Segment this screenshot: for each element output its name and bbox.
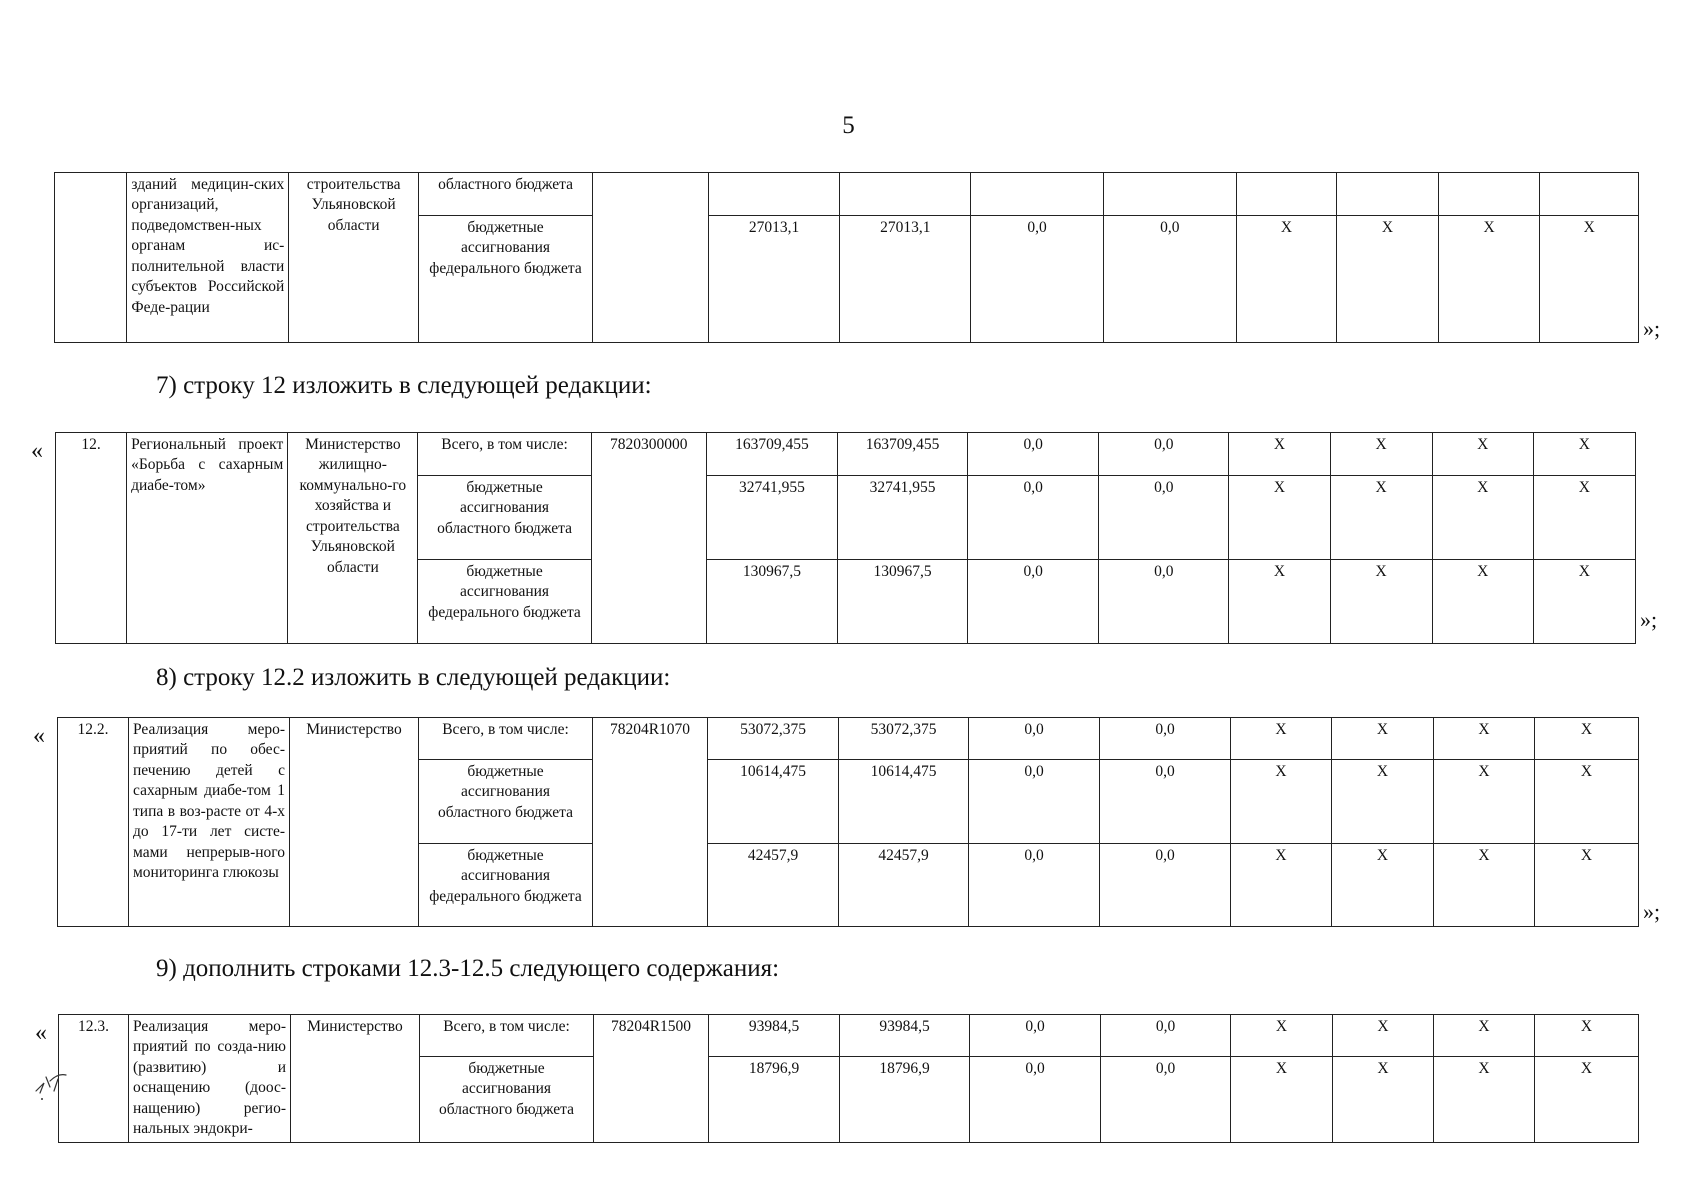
value-cell: 0,0 — [1099, 433, 1229, 476]
source-cell: бюджетные ассигнования федерального бюджета — [419, 216, 593, 343]
executor-cell: Министерство — [290, 718, 419, 927]
value-cell: 0,0 — [970, 1057, 1101, 1143]
value-cell: 32741,955 — [837, 476, 967, 560]
value-cell — [1438, 173, 1540, 216]
value-cell: X — [1332, 844, 1434, 927]
table-row-12-2 — [57, 717, 1639, 927]
name-cell: Реализация меро-приятий по созда-нию (развитию) и оснащению (доос-нащению) регио-нальных эндокри- — [129, 1015, 291, 1143]
row-number: 12.3. — [59, 1015, 129, 1143]
value-cell: 27013,1 — [840, 216, 971, 343]
value-cell: 42457,9 — [839, 844, 969, 927]
value-cell: X — [1535, 760, 1639, 844]
value-cell — [840, 173, 971, 216]
value-cell: X — [1236, 216, 1337, 343]
value-cell: 0,0 — [970, 1015, 1101, 1057]
value-cell: 93984,5 — [840, 1015, 970, 1057]
value-cell: X — [1231, 844, 1332, 927]
value-cell: 0,0 — [969, 760, 1100, 844]
source-cell: бюджетные ассигнования областного бюджета — [418, 476, 591, 560]
value-cell: X — [1533, 476, 1635, 560]
value-cell: X — [1337, 216, 1439, 343]
value-cell — [1540, 173, 1639, 216]
value-cell: 0,0 — [1099, 476, 1229, 560]
value-cell: X — [1535, 1015, 1639, 1057]
value-cell — [1103, 173, 1236, 216]
code-cell: 78204R1070 — [593, 718, 708, 927]
executor-cell: строительства Ульяновской области — [289, 173, 419, 343]
value-cell: X — [1231, 1015, 1333, 1057]
value-cell: X — [1535, 844, 1639, 927]
value-cell: X — [1535, 718, 1639, 760]
value-cell: X — [1231, 760, 1332, 844]
num-cell — [55, 173, 127, 343]
value-cell: 0,0 — [969, 844, 1100, 927]
source-cell: Всего, в том числе: — [419, 718, 593, 760]
executor-cell: Министерство жилищно-коммунально-го хозяйства и строительства Ульяновской области — [288, 433, 418, 644]
value-cell: 10614,475 — [839, 760, 969, 844]
opening-quote: « — [33, 723, 45, 749]
value-cell: 42457,9 — [708, 844, 839, 927]
value-cell: 0,0 — [968, 433, 1099, 476]
value-cell: 0,0 — [1100, 760, 1231, 844]
value-cell: 0,0 — [969, 718, 1100, 760]
value-cell: 0,0 — [968, 560, 1099, 644]
value-cell: X — [1330, 433, 1432, 476]
name-cell: Реализация меро-приятий по обес-печению детей с сахарным диабе-том 1 типа в воз-расте от 4-х до 17-ти лет систе-мами непрерыв-ного мониторинга глюкозы — [129, 718, 290, 927]
opening-quote: « — [31, 438, 43, 464]
value-cell: X — [1231, 718, 1332, 760]
name-cell: зданий медицин-ских организаций, подведомствен-ных органам ис-полнительной власти субъектов Российской Феде-рации — [127, 173, 289, 343]
value-cell: 0,0 — [968, 476, 1099, 560]
handwritten-initials-mark — [28, 1063, 72, 1103]
closing-quote: »; — [1643, 899, 1661, 924]
row-number: 12.2. — [58, 718, 129, 927]
value-cell: 163709,455 — [837, 433, 967, 476]
value-cell: 53072,375 — [708, 718, 839, 760]
value-cell: 32741,955 — [706, 476, 837, 560]
table-row-12-3 — [58, 1014, 1639, 1143]
value-cell: X — [1434, 1015, 1535, 1057]
source-cell: бюджетные ассигнования федерального бюджета — [418, 560, 591, 644]
value-cell: 130967,5 — [837, 560, 967, 644]
value-cell: 18796,9 — [709, 1057, 840, 1143]
value-cell: X — [1333, 1057, 1434, 1143]
value-cell — [708, 173, 840, 216]
code-cell — [593, 173, 709, 343]
value-cell: X — [1432, 476, 1533, 560]
executor-cell: Министерство — [291, 1015, 420, 1143]
name-cell: Региональный проект «Борьба с сахарным диабе-том» — [127, 433, 288, 644]
value-cell: X — [1434, 718, 1535, 760]
value-cell: 53072,375 — [839, 718, 969, 760]
value-cell: X — [1231, 1057, 1333, 1143]
table-row-12 — [55, 432, 1636, 644]
value-cell: X — [1533, 560, 1635, 644]
value-cell: 0,0 — [1101, 1015, 1231, 1057]
closing-quote: »; — [1643, 316, 1661, 341]
value-cell — [1236, 173, 1337, 216]
source-cell: Всего, в том числе: — [418, 433, 591, 476]
amendment-heading-7: 7) строку 12 изложить в следующей редакции: — [156, 372, 652, 399]
source-cell: областного бюджета — [419, 173, 593, 216]
value-cell: X — [1540, 216, 1639, 343]
value-cell: X — [1332, 718, 1434, 760]
value-cell: 27013,1 — [708, 216, 840, 343]
value-cell: X — [1432, 433, 1533, 476]
amendment-heading-9: 9) дополнить строками 12.3-12.5 следующего содержания: — [156, 955, 780, 982]
value-cell: X — [1332, 760, 1434, 844]
value-cell: X — [1330, 476, 1432, 560]
value-cell — [1337, 173, 1439, 216]
value-cell: X — [1333, 1015, 1434, 1057]
value-cell: 130967,5 — [706, 560, 837, 644]
value-cell: 163709,455 — [706, 433, 837, 476]
row-number: 12. — [56, 433, 127, 644]
value-cell: 10614,475 — [708, 760, 839, 844]
page-number: 5 — [842, 112, 855, 139]
continuation-table — [54, 172, 1639, 343]
value-cell: 0,0 — [1103, 216, 1236, 343]
code-cell: 78204R1500 — [594, 1015, 709, 1143]
value-cell: X — [1229, 560, 1330, 644]
value-cell: 0,0 — [1099, 560, 1229, 644]
value-cell: 0,0 — [971, 216, 1104, 343]
value-cell: 0,0 — [1100, 844, 1231, 927]
amendment-heading-8: 8) строку 12.2 изложить в следующей редакции: — [156, 664, 671, 691]
source-cell: бюджетные ассигнования областного бюджета — [420, 1057, 594, 1143]
value-cell: 0,0 — [1101, 1057, 1231, 1143]
value-cell: 18796,9 — [840, 1057, 970, 1143]
value-cell: X — [1434, 760, 1535, 844]
value-cell: X — [1229, 433, 1330, 476]
source-cell: бюджетные ассигнования областного бюджета — [419, 760, 593, 844]
opening-quote: « — [35, 1020, 47, 1046]
value-cell: X — [1229, 476, 1330, 560]
source-cell: бюджетные ассигнования федерального бюджета — [419, 844, 593, 927]
value-cell — [971, 173, 1104, 216]
value-cell: 93984,5 — [709, 1015, 840, 1057]
value-cell: X — [1535, 1057, 1639, 1143]
source-cell: Всего, в том числе: — [420, 1015, 594, 1057]
value-cell: X — [1438, 216, 1540, 343]
value-cell: X — [1330, 560, 1432, 644]
value-cell: X — [1434, 844, 1535, 927]
value-cell: X — [1533, 433, 1635, 476]
closing-quote: »; — [1640, 607, 1658, 632]
value-cell: X — [1432, 560, 1533, 644]
code-cell: 7820300000 — [591, 433, 706, 644]
value-cell: 0,0 — [1100, 718, 1231, 760]
value-cell: X — [1434, 1057, 1535, 1143]
